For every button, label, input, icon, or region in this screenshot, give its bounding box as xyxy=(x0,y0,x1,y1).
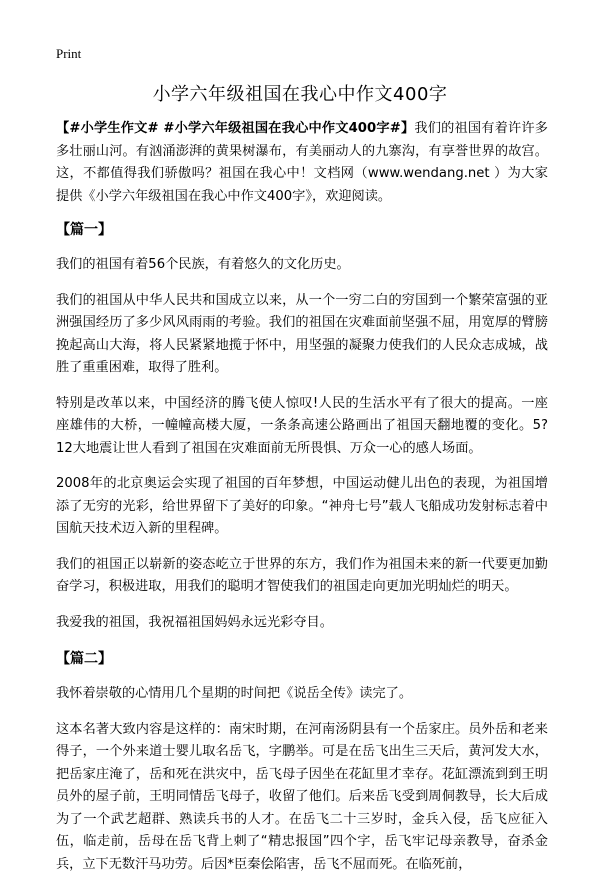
paragraph: 我们的祖国从中华人民共和国成立以来，从一个一穷二白的穷国到一个繁荣富强的亚洲强国经历了多少风风雨雨的考验。我们的祖国在灾难面前坚强不屈，用宽厚的臂膀挽起高山大海，将人民紧紧地揽于怀中，用坚强的凝聚力使我们的人民众志成城，战胜了重重困难，取得了胜利。 xyxy=(56,292,548,375)
intro-text: 我们的祖国有着许许多多壮丽山河。有汹涌澎湃的黄果树瀑布，有美丽动人的九寨沟，有享誉世界的故宫。这，不都值得我们骄傲吗？祖国在我心中！文档网（www.wendang.net ）为大家提供《小学六年级祖国在我心中作文400字》，欢迎阅读。 xyxy=(56,121,548,204)
intro-tag: 【#小学生作文# #小学六年级祖国在我心中作文400字#】 xyxy=(56,121,415,136)
paragraph: 特别是改革以来，中国经济的腾飞使人惊叹!人民的生活水平有了很大的提高。一座座雄伟的大桥，一幢幢高楼大厦，一条条高速公路画出了祖国天翻地覆的变化。5?12大地震让世人看到了祖国在灾难面前无所畏惧、万众一心的感人场面。 xyxy=(56,395,548,456)
print-link[interactable]: Print xyxy=(56,46,82,61)
paragraph: 我们的祖国有着56个民族，有着悠久的文化历史。 xyxy=(56,257,350,272)
page-title: 小学六年级祖国在我心中作文400字 xyxy=(152,84,448,105)
paragraph: 我怀着崇敬的心情用几个星期的时间把《说岳全传》读完了。 xyxy=(56,686,413,701)
paragraph: 这本名著大致内容是这样的：南宋时期，在河南汤阴县有一个岳家庄。员外岳和老来得子，一个外来道士婴儿取名岳飞，字鹏举。可是在岳飞出生三天后，黄河发大水，把岳家庄淹了，岳和死在洪灾中，岳飞母子因坐在花缸里才幸存。花缸漂流到到王明员外的屋子前，王明同情岳飞母子，收留了他们。后来岳飞受到周侗教导，长大后成为了一个武艺超群、熟读兵书的人才。在岳飞二十三岁时，金兵入侵，岳飞应征入伍，临走前，岳母在岳飞背上刺了“精忠报国”四个字，岳飞牢记母亲教导，奋杀金兵，立下无数汗马功劳。后因*臣秦侩陷害，岳飞不屈而死。在临死前， xyxy=(56,721,548,872)
paragraph: 2008年的北京奥运会实现了祖国的百年梦想，中国运动健儿出色的表现，为祖国增添了无穷的光彩，给世界留下了美好的印象。“神舟七号”载人飞船成功发射标志着中国航天技术迈入新的里程碑。 xyxy=(56,476,548,536)
intro-paragraph xyxy=(56,118,548,208)
paragraph: 我爱我的祖国，我祝福祖国妈妈永远光彩夺目。 xyxy=(56,614,333,630)
section-heading-2: 【篇二】 xyxy=(56,651,112,667)
section-heading-1: 【篇一】 xyxy=(56,222,112,238)
article-body xyxy=(56,118,548,889)
paragraph: 我们的祖国正以崭新的姿态屹立于世界的东方，我们作为祖国未来的新一代要更加勤奋学习，积极进取，用我们的聪明才智使我们的祖国走向更加光明灿烂的明天。 xyxy=(56,556,548,594)
